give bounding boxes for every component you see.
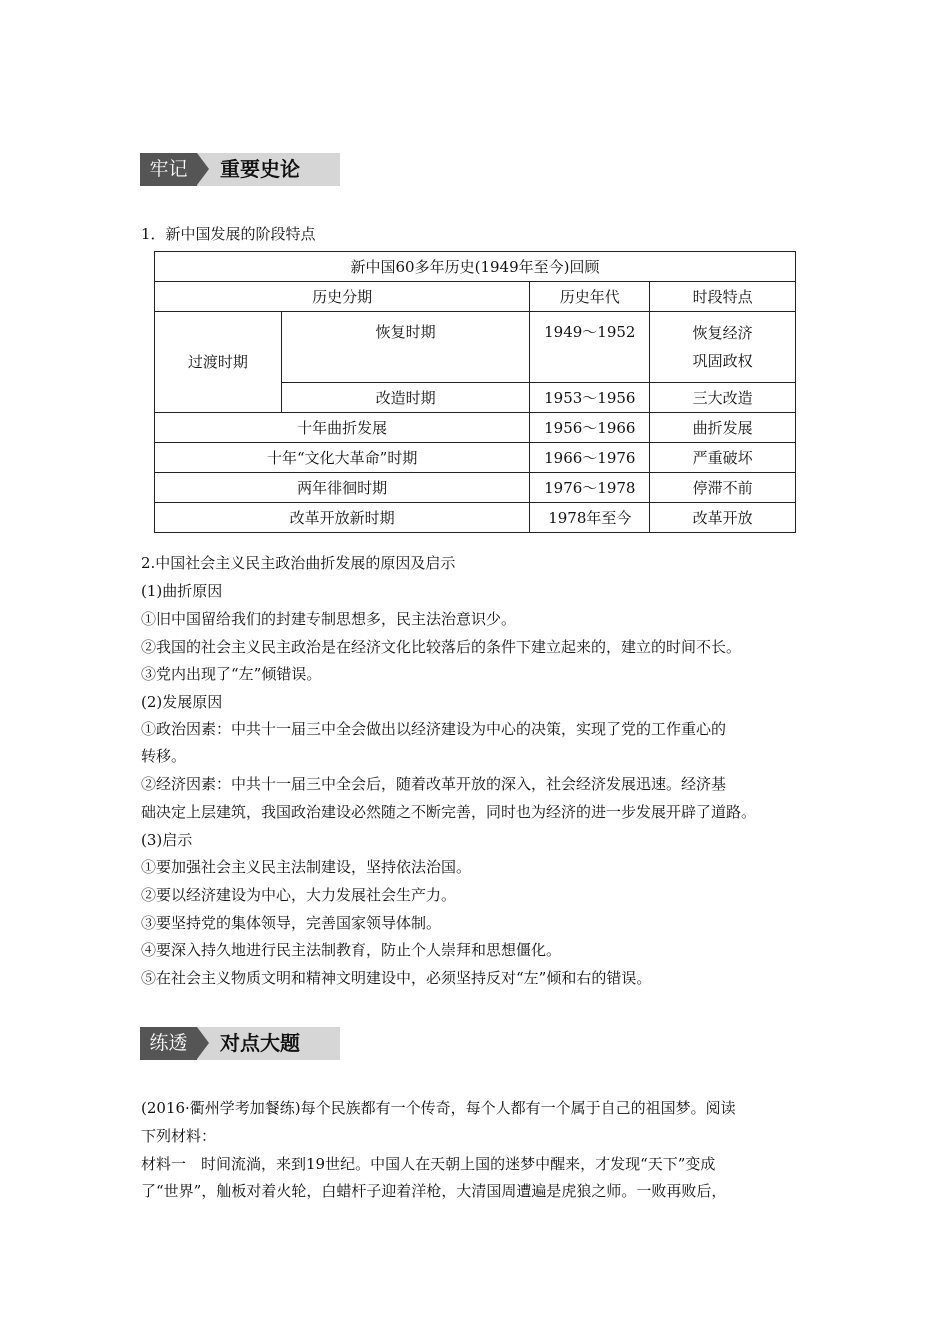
- section-banner-memorize: [140, 153, 340, 186]
- banner-tag: 练透: [140, 1027, 197, 1060]
- table-cell-feature: 改革开放: [650, 503, 796, 533]
- question-line: 了“世界”，舢板对着火轮，白蜡杆子迎着洋枪，大清国周遭遍是虎狼之师。一败再败后，: [141, 1182, 727, 1200]
- table-cell-feature: 严重破坏: [650, 443, 796, 473]
- table-cell-years: 1953～1956: [530, 383, 650, 413]
- heading-stage-features: 1．新中国发展的阶段特点: [141, 225, 316, 243]
- text-line: ①政治因素：中共十一届三中全会做出以经济建设为中心的决策，实现了党的工作重心的: [141, 720, 727, 738]
- text-line: ①要加强社会主义民主法制建设，坚持依法治国。: [141, 858, 472, 876]
- feature-line: 恢复经济: [692, 324, 753, 342]
- table-cell-feature: [650, 312, 796, 383]
- text-line: (3)启示: [141, 831, 193, 849]
- table-cell-years: 1949～1952: [530, 312, 650, 383]
- banner-title: 对点大题: [220, 1031, 300, 1055]
- table-cell-period: 改造时期: [281, 383, 530, 413]
- table-cell-years: 1978年至今: [530, 503, 650, 533]
- table-caption: 新中国60多年历史(1949年至今)回顾: [155, 252, 796, 282]
- heading-democracy: 2.中国社会主义民主政治曲折发展的原因及启示: [141, 554, 456, 572]
- text-line: ⑤在社会主义物质文明和精神文明建设中，必须坚持反对“左”倾和右的错误。: [141, 969, 652, 987]
- history-table: [154, 251, 796, 533]
- table-cell-years: 1966～1976: [530, 443, 650, 473]
- section-banner-practice: [140, 1027, 340, 1060]
- table-cell-feature: 三大改造: [650, 383, 796, 413]
- text-line: ②要以经济建设为中心，大力发展社会生产力。: [141, 886, 457, 904]
- feature-line: 巩固政权: [692, 352, 753, 370]
- table-header-feature: 时段特点: [650, 282, 796, 312]
- text-line: (1)曲折原因: [141, 582, 223, 600]
- table-cell-feature: 曲折发展: [650, 413, 796, 443]
- question-line: 材料一 时间流淌，来到19世纪。中国人在天朝上国的迷梦中醒来，才发现“天下”变成: [141, 1155, 716, 1173]
- text-line: 础决定上层建筑，我国政治建设必然随之不断完善，同时也为经济的进一步发展开辟了道路。: [141, 803, 757, 821]
- banner-tag: 牢记: [140, 153, 197, 186]
- table-header-period: 历史分期: [155, 282, 530, 312]
- text-line: ②我国的社会主义民主政治是在经济文化比较落后的条件下建立起来的，建立的时间不长。: [141, 638, 742, 656]
- table-cell-period: 十年曲折发展: [155, 413, 530, 443]
- text-line: ④要深入持久地进行民主法制教育，防止个人崇拜和思想僵化。: [141, 941, 562, 959]
- table-cell-transition: 过渡时期: [155, 312, 282, 413]
- banner-arrow-icon: [197, 1027, 209, 1059]
- text-line: (2)发展原因: [141, 693, 223, 711]
- table-cell-years: 1956～1966: [530, 413, 650, 443]
- question-line: 下列材料：: [141, 1127, 217, 1145]
- table-cell-period: 改革开放新时期: [155, 503, 530, 533]
- table-cell-years: 1976～1978: [530, 473, 650, 503]
- question-line: (2016·衢州学考加餐练)每个民族都有一个传奇，每个人都有一个属于自己的祖国梦。阅读: [141, 1099, 736, 1117]
- text-line: 转移。: [141, 747, 187, 765]
- text-line: ③要坚持党的集体领导，完善国家领导体制。: [141, 914, 442, 932]
- text-line: ②经济因素：中共十一届三中全会后，随着改革开放的深入，社会经济发展迅速。经济基: [141, 775, 727, 793]
- banner-arrow-icon: [197, 153, 209, 185]
- table-cell-period: 十年“文化大革命”时期: [155, 443, 530, 473]
- text-line: ③党内出现了“左”倾错误。: [141, 665, 322, 683]
- table-cell-period: 两年徘徊时期: [155, 473, 530, 503]
- table-cell-feature: 停滞不前: [650, 473, 796, 503]
- text-line: ①旧中国留给我们的封建专制思想多，民主法治意识少。: [141, 610, 517, 628]
- banner-title: 重要史论: [220, 157, 300, 181]
- table-header-years: 历史年代: [530, 282, 650, 312]
- table-cell-period: 恢复时期: [281, 312, 530, 383]
